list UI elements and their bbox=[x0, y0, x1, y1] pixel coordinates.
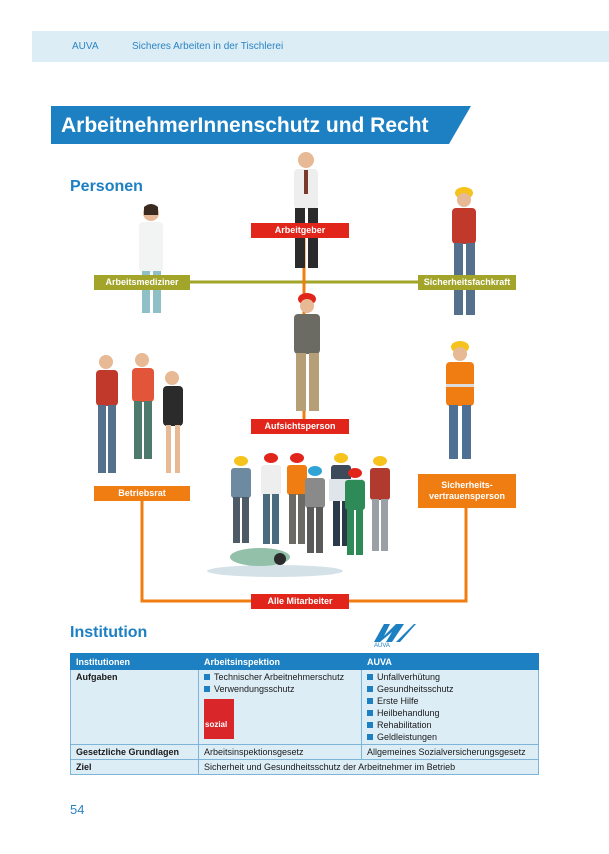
header-brand: AUVA bbox=[72, 41, 99, 52]
label-svp-line2: vertrauensperson bbox=[428, 491, 506, 501]
cell-aufgaben-auva bbox=[362, 670, 539, 745]
col-header-institutionen: Institutionen bbox=[71, 654, 199, 670]
page-number: 54 bbox=[70, 802, 85, 817]
cell-grundlagen-arbeitsinspektion: Arbeitsinspektionsgesetz bbox=[199, 745, 362, 760]
list-item: Geldleistungen bbox=[367, 731, 533, 743]
list-item: Erste Hilfe bbox=[367, 695, 533, 707]
table-row-ziel bbox=[71, 760, 539, 775]
row-label-ziel: Ziel bbox=[71, 760, 199, 775]
title-banner bbox=[51, 106, 471, 144]
cell-ziel: Sicherheit und Gesundheitsschutz der Arbeitnehmer im Betrieb bbox=[199, 760, 539, 775]
list-item: Heilbehandlung bbox=[367, 707, 533, 719]
header-band bbox=[32, 31, 609, 62]
cell-aufgaben-arbeitsinspektion bbox=[199, 670, 362, 745]
sozial-logo-text: sozial bbox=[205, 720, 228, 729]
label-sicherheitsfachkraft: Sicherheitsfachkraft bbox=[418, 275, 516, 290]
row-label-aufgaben: Aufgaben bbox=[71, 670, 199, 745]
sicherheitsfachkraft-figure bbox=[442, 186, 486, 321]
list-item: Technischer Arbeitnehmerschutz bbox=[204, 671, 356, 683]
persons-heading: Personen bbox=[70, 178, 143, 195]
label-alle-mitarbeiter: Alle Mitarbeiter bbox=[251, 594, 349, 609]
list-item: Verwendungsschutz bbox=[204, 683, 356, 695]
institution-heading: Institution bbox=[70, 624, 148, 641]
label-svp-line1: Sicherheits- bbox=[441, 480, 493, 490]
aufsichtsperson-figure bbox=[285, 292, 329, 417]
header-subtitle: Sicheres Arbeiten in der Tischlerei bbox=[132, 41, 284, 52]
col-header-auva: AUVA bbox=[362, 654, 539, 670]
betriebsrat-figure bbox=[92, 350, 190, 478]
team-figure bbox=[205, 453, 400, 578]
table-row-aufgaben bbox=[71, 670, 539, 745]
label-arbeitgeber: Arbeitgeber bbox=[251, 223, 349, 238]
col-header-arbeitsinspektion: Arbeitsinspektion bbox=[199, 654, 362, 670]
arbeitsmediziner-figure bbox=[130, 203, 172, 318]
sozial-logo bbox=[204, 699, 234, 739]
list-item: Rehabilitation bbox=[367, 719, 533, 731]
institution-table bbox=[70, 653, 539, 775]
list-item: Gesundheitsschutz bbox=[367, 683, 533, 695]
arbeitgeber-figure bbox=[282, 150, 330, 275]
row-label-grundlagen: Gesetzliche Grundlagen bbox=[71, 745, 199, 760]
page-title: ArbeitnehmerInnenschutz und Recht bbox=[61, 114, 429, 137]
table-row-grundlagen bbox=[71, 745, 539, 760]
sicherheitsvertrauensperson-figure bbox=[437, 340, 483, 464]
list-item: Unfallverhütung bbox=[367, 671, 533, 683]
label-sicherheitsvertrauensperson bbox=[418, 474, 516, 508]
auva-logo-text: AUVA bbox=[374, 643, 390, 648]
cell-grundlagen-auva: Allgemeines Sozialversicherungsgesetz bbox=[362, 745, 539, 760]
auva-logo bbox=[370, 622, 418, 648]
label-aufsichtsperson: Aufsichtsperson bbox=[251, 419, 349, 434]
label-arbeitsmediziner: Arbeitsmediziner bbox=[94, 275, 190, 290]
label-betriebsrat: Betriebsrat bbox=[94, 486, 190, 501]
